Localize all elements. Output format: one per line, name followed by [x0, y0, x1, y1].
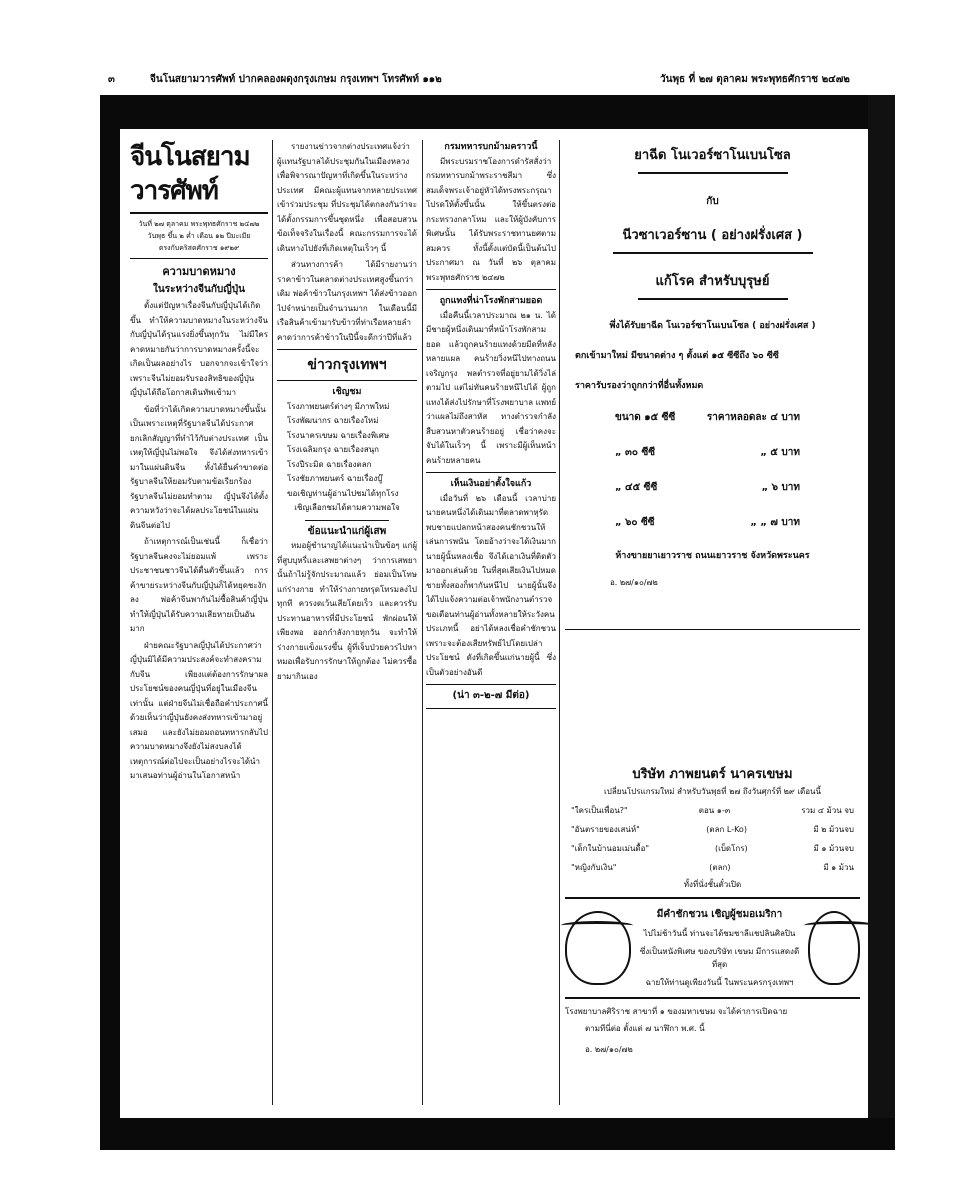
list-item: โรงปีระมิด ฉายเรื่องตลก [287, 459, 372, 469]
headline: ความบาดหมาง [162, 265, 236, 278]
list-item: โรงพัฒนากร ฉายเรื่องใหม่ [287, 416, 379, 425]
price-row: „ ๔๕ ซีซี „ ๖ บาท [615, 482, 800, 493]
article-paragraph: มีพระบรมราชโองการดำรัสสั่งว่า กรมทหารบกม้าพระราชสีมา ซึ่งสมเด็จพระเจ้าอยู่หัวได้ทรงพระกรุณาโปรดให้ตั้งขึ้นนั้น ให้ขึ้นตรงต่อกระทรวงกลาโหม และให้ผู้บังคับการพิเศษนั้น ได้รับพระราชทานยศตามสมควร ทั้งนี้ตั้งแต่บัดนี้เป็นต้นไป ประกาศมา ณ วันที่ ๒๖ ตุลาคม พระพุทธศักราช ๒๔๗๒ [426, 156, 556, 282]
column-3 [426, 140, 556, 1100]
divider [565, 897, 860, 899]
column-2 [277, 140, 417, 1100]
ad-code: อ. ๒๗/๑๐/๗๒ [610, 578, 658, 587]
scan-border-right [868, 95, 895, 1150]
article-paragraph: ส่วนทางการค้า ได้มีรายงานว่า ราคาข้าวในตลาดต่างประเทศสูงขึ้นกว่าเดิม พ่อค้าข้าวในกรุงเทพฯ ได้ส่งข้าวออกไปจำหน่ายเป็นจำนวนมาก ในเดือนนี้มีเรือสินค้าเข้ามารับข้าวที่ท่าเรือหลายลำ คาดว่าการค้าข้าวในปีนี้จะดีกว่าปีที่แล้ว [277, 260, 417, 342]
list-item: โรงชัยภาพยนตร์ ฉายเรื่องบู๊ [287, 474, 383, 483]
paper-info: จีนโนสยามวารศัพท์ ปากคลองผดุงกรุงเกษม กรุงเทพฯ โทรศัพท์ ๑๑๒ [150, 74, 442, 85]
cinema-advertisement [565, 765, 860, 1056]
chaplin-illustration-icon [565, 911, 631, 985]
list-closing: เชิญเลือกชมได้ตามความพอใจ [294, 503, 400, 512]
article-paragraph: หมอผู้ชำนาญได้แนะนำเป็นข้อๆ แก่ผู้ที่สูบบุหรี่และเสพยาต่างๆ ว่าการเสพยานั้นถ้าไม่รู้จักประมาณแล้ว ย่อมเป็นโทษแก่ร่างกาย ทำให้ร่างกายทรุดโทรมลงไปทุกที ควรงดเว้นเสียโดยเร็ว และควรรับประทานอาหารที่มีประโยชน์ พักผ่อนให้เพียงพอ ออกกำลังกายทุกวัน จะทำให้ร่างกายแข็งแรงขึ้น ผู้ที่เจ็บป่วยควรไปหาหมอเพื่อรับการรักษาให้ถูกต้อง ไม่ควรซื้อยามากินเอง [277, 541, 417, 681]
film-row: "หญิงกับเงิน" (ตลก) มี ๑ ม้วน [571, 863, 854, 872]
subheadline: ข้อแนะนำแก่ผู้เสพ [307, 525, 387, 537]
chaplin-illustration-icon [808, 911, 860, 985]
article-paragraph: ฝ่ายคณะรัฐบาลญี่ปุ่นได้ประกาศว่า ญี่ปุ่นมิได้มีความประสงค์จะทำสงครามกับจีน เพียงแต่ต้องการรักษาผลประโยชน์ของคนญี่ปุ่นที่อยู่ในเมืองจีนเท่านั้น แต่ฝ่ายจีนไม่เชื่อถือคำประกาศนี้ ด้วยเห็นว่าญี่ปุ่นยังคงส่งทหารเข้ามาอยู่เสมอ และยังไม่ยอมถอนทหารกลับไป ความบาดหมางจึงยังไม่สงบลงได้ เหตุการณ์ต่อไปจะเป็นอย่างไรจะได้นำมาเสนอท่านผู้อ่านในโอกาสหน้า [130, 640, 268, 780]
section-headline: ข่าวกรุงเทพฯ [307, 357, 387, 373]
article-paragraph: ถ้าเหตุการณ์เป็นเช่นนี้ ก็เชื่อว่ารัฐบาลจีนคงจะไม่ยอมแพ้ เพราะประชาชนชาวจีนได้ตื่นตัวขึ้นแล้ว การค้าขายระหว่างจีนกับญี่ปุ่นก็ได้หยุดชะงักลง พ่อค้าจีนพากันไม่ซื้อสินค้าญี่ปุ่น ทำให้ญี่ปุ่นได้รับความเสียหายเป็นอันมาก [130, 537, 268, 633]
ad-conjunction: กับ [706, 196, 719, 207]
article-paragraph: ข้อที่ว่าได้เกิดความบาดหมางขึ้นนั้น เป็นเพราะเหตุที่รัฐบาลจีนได้ประกาศยกเลิกสัญญาที่ทำไว้กับต่างประเทศ เป็นเหตุให้ญี่ปุ่นไม่พอใจ จึงได้ส่งทหารเข้ามาในแผ่นดินจีน ทั้งได้ยื่นคำขาดต่อรัฐบาลจีนให้ยอมรับตามข้อเรียกร้อง รัฐบาลจีนไม่ยอมทำตาม ญี่ปุ่นจึงได้ตั้งความหวังว่าจะได้ผลประโยชน์ในแผ่นดินจีนต่อไป [130, 404, 268, 530]
ad-title: นีวซาเวอร์ซาน ( อย่างฝรั่งเศส ) [622, 228, 803, 243]
chaplin-title: มีคำชักชวน เชิญผู้ชมอเมริกา [656, 909, 783, 920]
cinema-bottom-text: โรงพยาบาลศิริราช สาขาที่ ๑ ของมหาเขษม จะได้ค่าการเปิดฉาย [565, 1007, 788, 1016]
cinema-company: บริษัท ภาพยนตร์ นาครเขษม [632, 767, 793, 782]
scan-border-bottom [100, 1118, 895, 1150]
divider [565, 629, 860, 630]
ad-text: พึ่งได้รับยาฉีด โนเวอร์ซาโนเบนโซล ( อย่างฝรั่งเศส ) [609, 321, 816, 331]
price-row: „ ๓๐ ซีซี „ ๕ บาท [615, 447, 800, 458]
divider [565, 997, 860, 999]
list-item: โรงเฉลิมกรุง ฉายเรื่องสนุก [287, 445, 380, 454]
masthead-date: วันที่ ๒๗ ตุลาคม พระพุทธศักราช ๒๔๗๒ [138, 220, 260, 228]
scan-border-top [100, 95, 895, 129]
date-line: วันพุธ ที่ ๒๗ ตุลาคม พระพุทธศักราช ๒๔๗๒ [660, 74, 850, 85]
list-item: โรงภาพยนตร์ต่างๆ มีภาพใหม่ [287, 401, 390, 411]
subheadline: ในระหว่างจีนกับญี่ปุ่น [153, 284, 245, 295]
price-row: „ ๖๐ ซีซี „ „ ๗ บาท [615, 517, 800, 528]
page-number: ๓ [108, 74, 115, 85]
chaplin-line: ฉายให้ท่านดูเพียงวันนี้ ในพระนครกรุงเทพฯ [645, 978, 794, 987]
list-item: ขอเชิญท่านผู้อ่านไปชมได้ทุกโรง [287, 488, 399, 498]
cinema-bottom-text: ตามทีนี่ต่อ ตั้งแต่ ๗ นาฬิกา พ.ศ. นี้ [585, 1024, 705, 1033]
column-rule [559, 140, 560, 1105]
chaplin-line: ซึ่งเป็นหนังพิเศษ ของบริษัท เขษม มีการแสดงดีที่สุด [639, 947, 800, 969]
masthead-title: จีนโนสยามวารศัพท์ [130, 142, 250, 206]
headline: ถูกแทงที่น่าโรงพักสามยอด [439, 296, 543, 306]
chaplin-line: ไปไม่ช้าวันนี้ ท่านจะได้ชมชาลีแชปลินศิลปิน [643, 929, 796, 938]
scan-border-left [100, 95, 120, 1150]
subheadline: เชิญชม [332, 387, 362, 397]
article-paragraph: เมื่อคืนนี้เวลาประมาณ ๒๑ น. ได้มีชายผู้หนึ่งเดินมาที่หน้าโรงพักสามยอด แล้วถูกคนร้ายแทงด้วยมีดที่หลังหลายแผล คนร้ายวิ่งหนีไปทางถนนเจริญกรุง พลตำรวจที่อยู่ยามได้วิ่งไล่ตามไป แต่ไม่ทันคนร้ายหนีไปได้ ผู้ถูกแทงได้ส่งไปรักษาที่โรงพยาบาล แพทย์ว่าแผลไม่ถึงสาหัส ทางตำรวจกำลังสืบสวนหาตัวคนร้ายอยู่ เชื่อว่าคงจะจับได้ในเร็วๆ นี้ เพราะมีผู้เห็นหน้าคนร้ายหลายคน [426, 310, 556, 465]
film-row: "อันตรายของเสน่ห์" (ตลก L-Ko) มี ๒ ม้วนจบ [571, 825, 854, 834]
article-paragraph: เมื่อวันที่ ๒๖ เดือนนี้ เวลาบ่าย นายคนหนึ่งได้เดินมาที่ตลาดพาหุรัด พบชายแปลกหน้าสองคนชักชวนให้เล่นการพนัน โดยอ้างว่าจะได้เงินมาก นายผู้นั้นหลงเชื่อ จึงได้เอาเงินที่ติดตัวมาออกเล่นด้วย ในที่สุดเสียเงินไปหมด ชายทั้งสองก็พากันหนีไป นายผู้นั้นจึงได้ไปแจ้งความต่อเจ้าพนักงานตำรวจ ขอเตือนท่านผู้อ่านทั้งหลายให้ระวังคนประเภทนี้ อย่าได้หลงเชื่อคำชักชวน เพราะจะต้องเสียทรัพย์ไปโดยเปล่าประโยชน์ ดังที่เกิดขึ้นแก่นายผู้นี้ ซึ่งเป็นตัวอย่างอันดี [426, 493, 556, 677]
ad-text: ตกเข้ามาใหม่ มีขนาดต่าง ๆ ตั้งแต่ ๑๕ ซีซีถึง ๖๐ ซีซี [575, 351, 779, 361]
cinema-footer: ทั้งที่นั่งชั้นตั๋วเปิด [683, 880, 742, 889]
headline: เห็นเงินอย่าตั้งใจแก้ว [450, 479, 532, 489]
medicine-advertisement [565, 140, 860, 1110]
film-row: "เด็กในบ้านอมเม่นดื้อ" (เบ็ดโกร) มี ๑ ม้วนจบ [571, 844, 854, 853]
continued-note: (น่า ๓-๒-๗ มีต่อ) [452, 690, 530, 701]
price-row: ขนาด ๑๕ ซีซี ราคาหลอดละ ๔ บาท [615, 412, 800, 423]
cinema-intro: เปลี่ยนโปรแกรมใหม่ สำหรับวันพุธที่ ๒๗ ถึงวันศุกร์ที่ ๒๙ เดือนนี้ [604, 787, 821, 796]
ad-title: ยาฉีด โนเวอร์ซาโนเบนโซล [634, 148, 791, 163]
ad-title: แก้โรค สำหรับบุรุษย์ [655, 274, 770, 289]
column-rule [422, 140, 423, 1105]
article-paragraph: ตั้งแต่ปัญหาเรื่องจีนกับญี่ปุ่นได้เกิดขึ้น ทำให้ความบาดหมางในระหว่างจีนกับญี่ปุ่นได้รุนแรงยิ่งขึ้นทุกวัน ไม่มีใครคาดหมายกันว่าการบาดหมางครั้งนี้จะเกิดเป็นผลอย่างไร บอกจากจะเข้าใจว่า เพราะจีนไม่ยอมรับรองสิทธิของญี่ปุ่น ญี่ปุ่นได้ถือโอกาสเดินทัพเข้ามา [130, 301, 268, 397]
column-1 [130, 140, 268, 1100]
film-row: "ใครเป็นเพื่อน?" ตอน ๑-๓ รวม ๔ ม้วน จบ [571, 806, 854, 815]
article-paragraph: รายงานข่าวจากต่างประเทศแจ้งว่า ผู้แทนรัฐบาลได้ประชุมกันในเมืองหลวง เพื่อพิจารณาปัญหาที่เกิดขึ้นในระหว่างประเทศ มีคณะผู้แทนจากหลายประเทศเข้าร่วมประชุม ที่ประชุมได้ตกลงกันว่าจะได้ตั้งกรรมการขึ้นชุดหนึ่ง เพื่อสอบสวนข้อเท็จจริงในเรื่องนี้ คณะกรรมการจะได้เดินทางไปยังที่เกิดเหตุในเร็วๆ นี้ [277, 142, 417, 253]
ad-text: ราคารับรองว่าถูกกว่าที่อื่นทั้งหมด [575, 381, 704, 391]
column-rule [272, 140, 273, 1105]
masthead-date: วันพุธ ขึ้น ๒ ค่ำ เดือน ๑๒ ปีมะเมีย [147, 232, 251, 240]
shop-address: ห้างขายยาเยาวราช ถนนเยาวราช จังหวัดพระนคร [615, 551, 810, 561]
list-item: โรงนาครเขษม ฉายเรื่องพิเศษ [287, 430, 390, 440]
ad-code: อ. ๒๗/๑๐/๗๒ [585, 1045, 633, 1054]
headline: กรมทหารบกม้ามคราวนี้ [444, 142, 538, 152]
masthead-date: ตรงกับคริสตศักราช ๑๙๒๙ [158, 244, 240, 252]
